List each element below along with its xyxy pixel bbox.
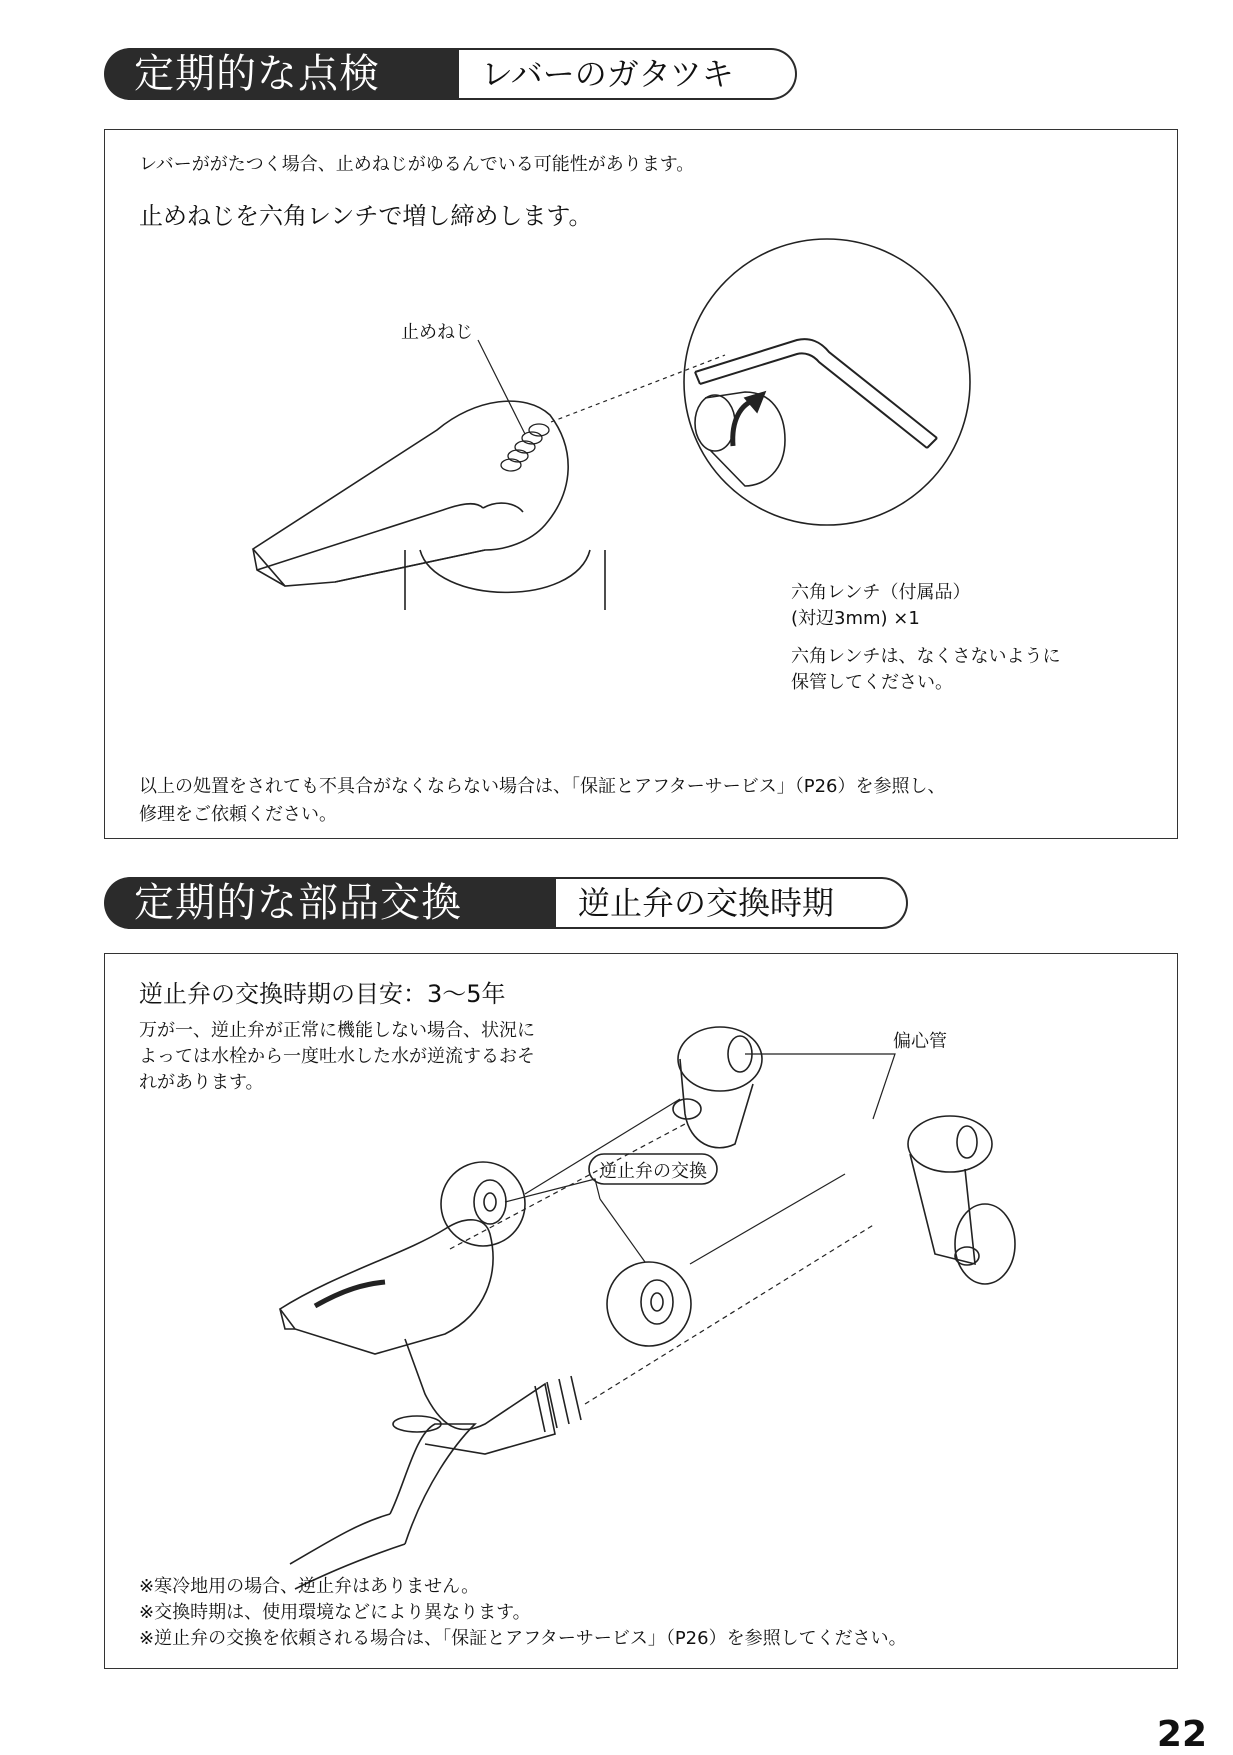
wrench-name: 六角レンチ（付属品） [791,582,971,603]
note-exchange-timing: ※交換時期は、使用環境などにより異なります。 [139,1602,531,1623]
section1-panel [104,129,1178,839]
valve-desc-line3: れがあります。 [139,1072,264,1093]
section1-intro: レバーががたつく場合、止めねじがゆるんでいる可能性があります。 [139,154,695,175]
valve-guide: 逆止弁の交換時期の目安：3～5年 [139,980,506,1008]
page-number: 22 [1156,1714,1207,1755]
section1-instruction: 止めねじを六角レンチで増し締めします。 [139,202,593,230]
valve-illustration [105,954,1177,1668]
note-cold-region: ※寒冷地用の場合、逆止弁はありません。 [139,1576,480,1597]
keep-wrench-line1: 六角レンチは、なくさないように [791,646,1061,667]
label-valve-exchange: 逆止弁の交換 [599,1161,707,1182]
keep-wrench-line2: 保管してください。 [791,672,953,693]
section1-footer-line1: 以上の処置をされても不具合がなくならない場合は、「保証とアフターサービス」（P26）を参照し、 [139,776,946,797]
valve-desc-line1: 万が一、逆止弁が正常に機能しない場合、状況に [139,1020,535,1041]
section2-panel [104,953,1178,1669]
section1-title: 定期的な点検 [104,48,459,100]
wrench-spec: (対辺3mm) ×1 [791,608,920,629]
valve-desc-line2: よっては水栓から一度吐水した水が逆流するおそ [139,1046,535,1067]
section2-subtitle: 逆止弁の交換時期 [556,877,908,929]
note-request-exchange: ※逆止弁の交換を依頼される場合は、「保証とアフターサービス」（P26）を参照してください。 [139,1628,907,1649]
label-eccentric-pipe: 偏心管 [893,1031,947,1052]
section2-title: 定期的な部品交換 [104,877,556,929]
lever-illustration [105,130,1177,838]
label-set-screw: 止めねじ [401,322,473,343]
section1-subtitle: レバーのガタツキ [459,48,797,100]
section1-footer-line2: 修理をご依頼ください。 [139,804,337,825]
